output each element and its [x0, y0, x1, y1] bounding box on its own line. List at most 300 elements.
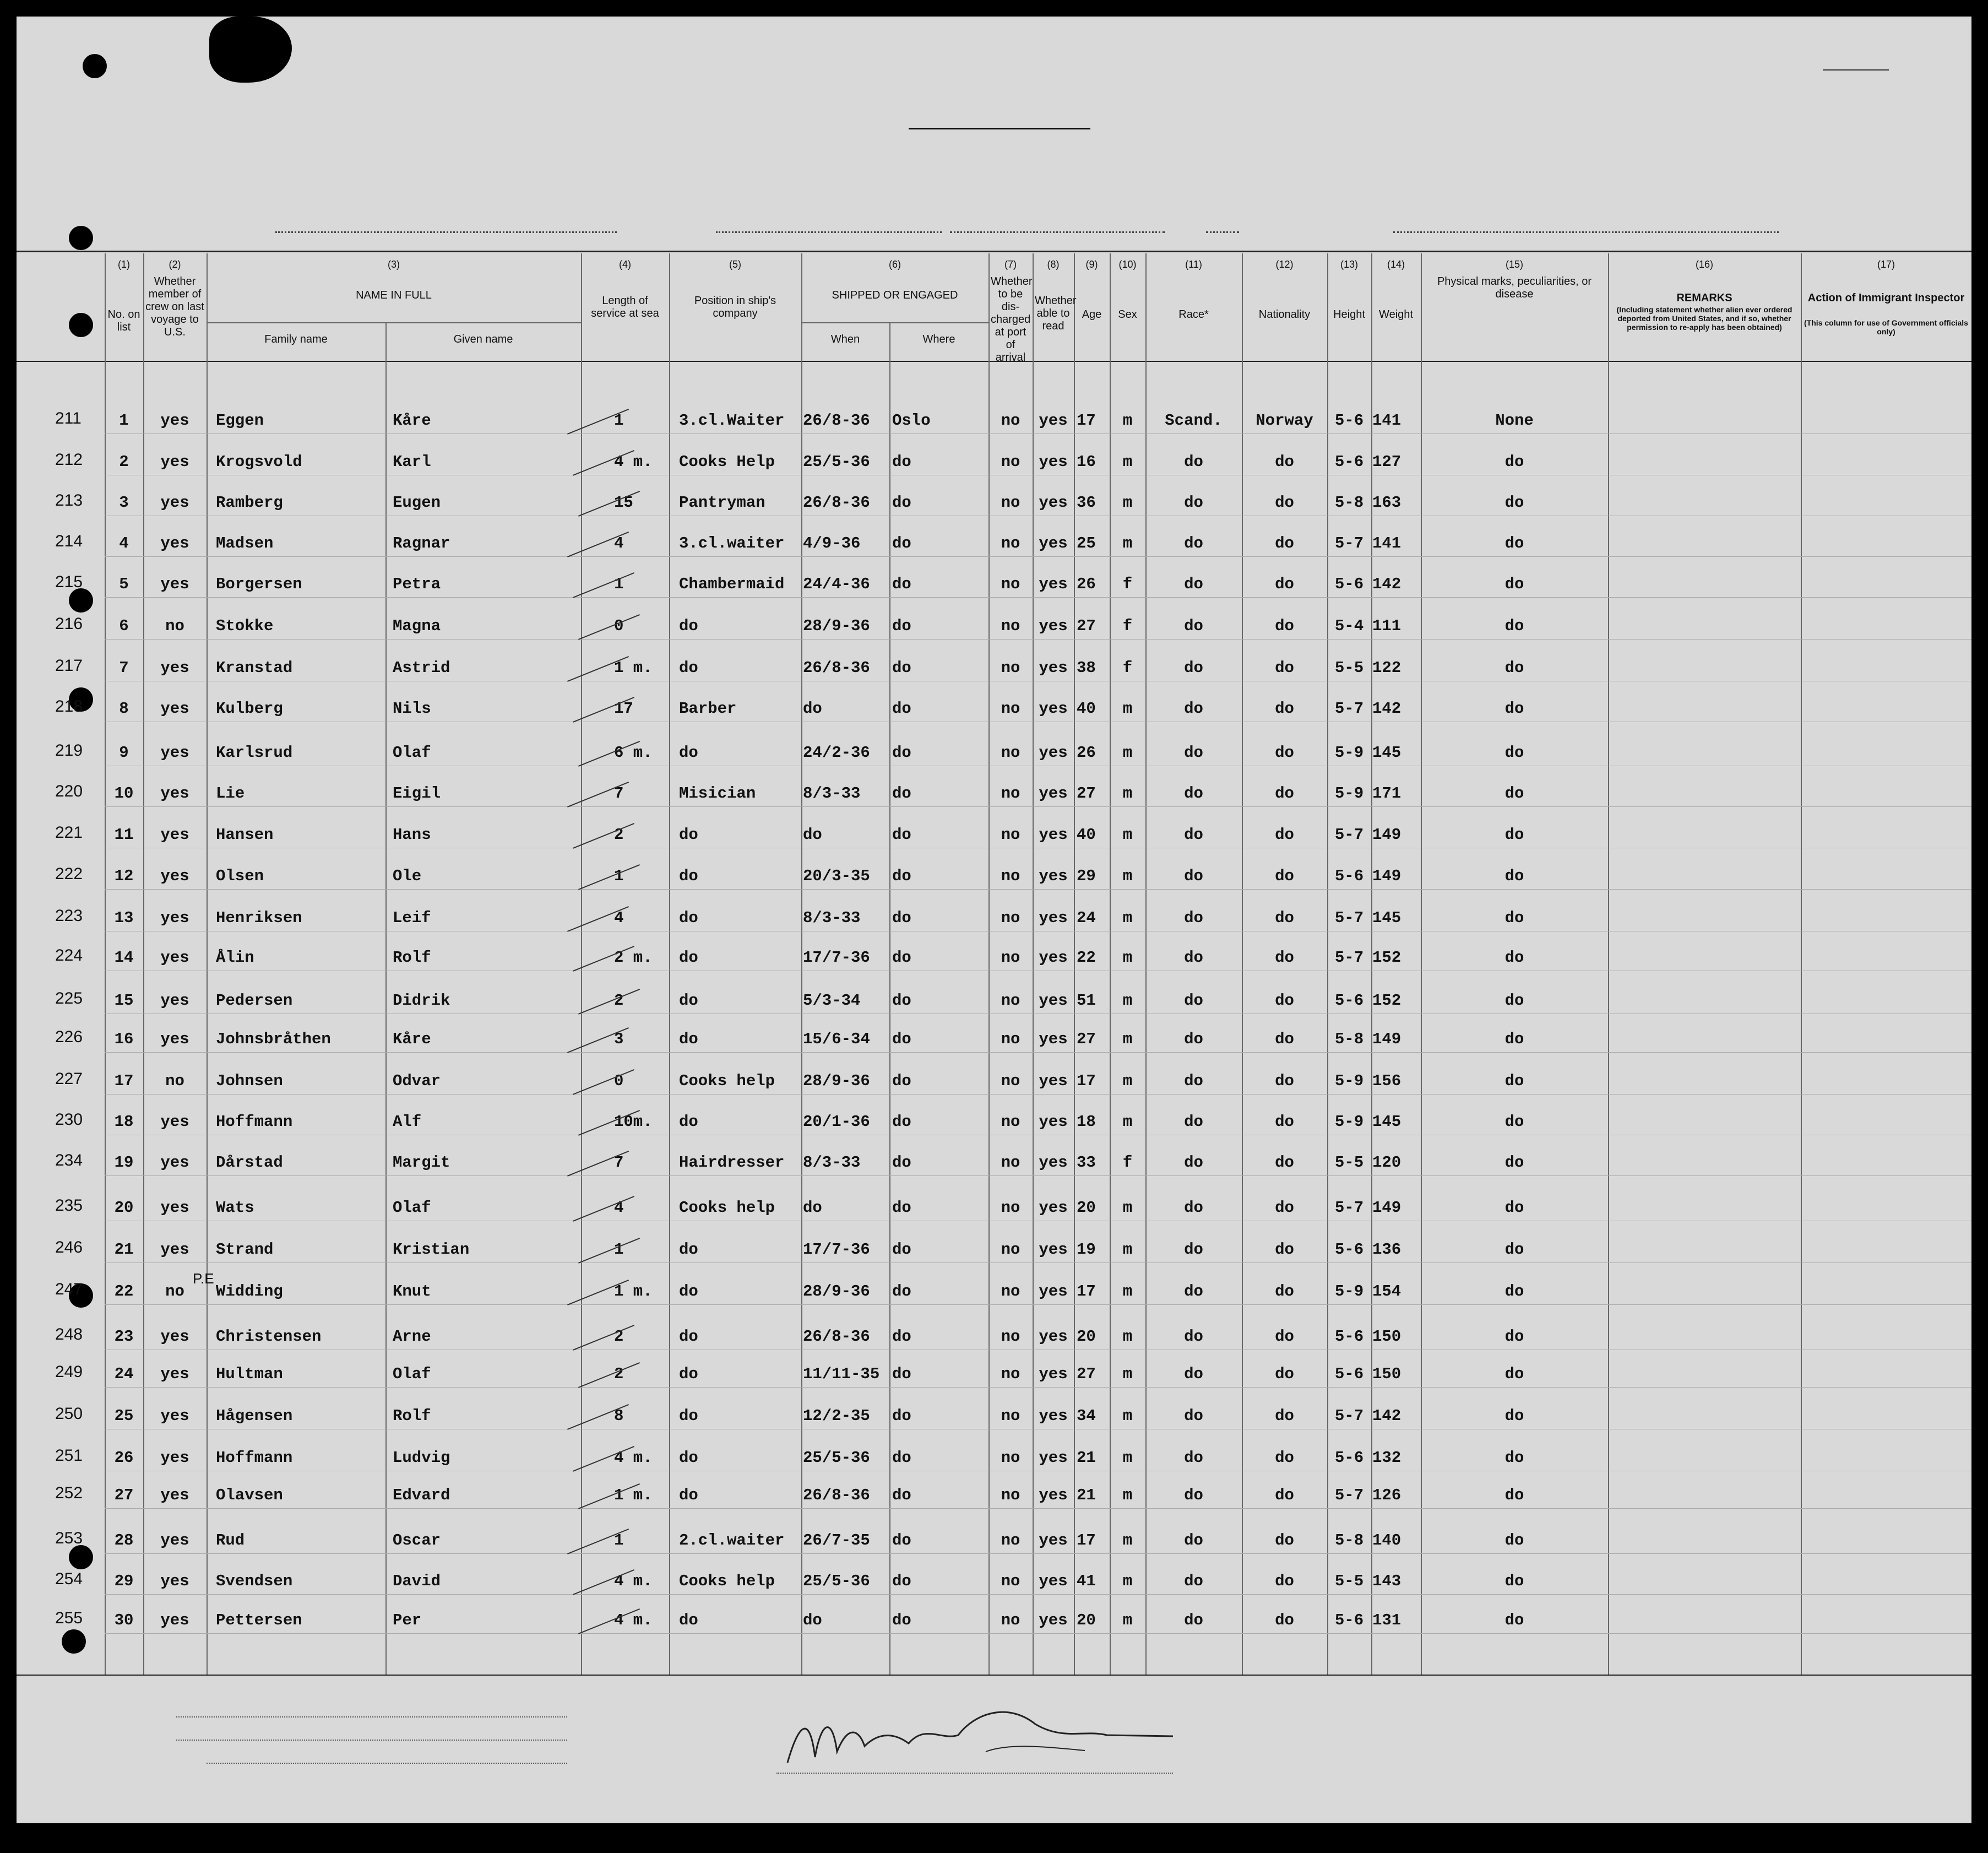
table-cell-where: Oslo — [892, 411, 931, 430]
table-cell-given: Hans — [393, 826, 431, 844]
table-cell-when: do — [803, 1611, 822, 1629]
table-cell-service: 4 m. — [614, 453, 653, 471]
table-cell-marks: do — [1504, 575, 1524, 593]
table-cell-sex: m — [1122, 1449, 1133, 1467]
table-cell-when: 25/5-36 — [803, 1449, 870, 1467]
table-cell-prev: yes — [160, 1030, 189, 1048]
table-cell-family: Madsen — [216, 534, 274, 552]
table-cell-position: do — [679, 1486, 698, 1504]
table-cell-given: Per — [393, 1611, 422, 1629]
table-cell-read: yes — [1039, 991, 1068, 1010]
table-cell-height: 5-9 — [1334, 744, 1364, 762]
table-cell-service: 7 — [614, 784, 624, 803]
table-cell-height: 5-7 — [1334, 1486, 1364, 1504]
table-cell-sex: m — [1122, 1531, 1133, 1549]
column-number: (2) — [169, 259, 181, 270]
table-cell-sex: m — [1122, 494, 1133, 512]
title-underline — [909, 128, 1090, 129]
table-cell-read: yes — [1039, 1030, 1068, 1048]
table-cell-marks: None — [1495, 411, 1534, 430]
column-subheading: (This column for use of Government officials only) — [1804, 318, 1968, 336]
table-cell-marks: do — [1504, 494, 1524, 512]
table-cell-nationality: do — [1275, 1531, 1294, 1549]
table-cell-nationality: do — [1275, 659, 1294, 677]
table-cell-weight: 140 — [1372, 1531, 1402, 1549]
table-cell-nationality: do — [1275, 700, 1294, 718]
table-cell-race: do — [1184, 991, 1203, 1010]
row-annotation: 226 — [55, 1028, 83, 1046]
table-cell-weight: 136 — [1372, 1240, 1402, 1259]
table-cell-height: 5-6 — [1334, 1449, 1364, 1467]
table-cell-prev: yes — [160, 949, 189, 967]
table-cell-where: do — [892, 1030, 911, 1048]
table-cell-age: 16 — [1077, 453, 1096, 471]
table-cell-no: 4 — [119, 534, 129, 552]
table-cell-read: yes — [1039, 744, 1068, 762]
table-cell-weight: 120 — [1372, 1153, 1402, 1172]
table-cell-height: 5-8 — [1334, 1030, 1364, 1048]
column-heading: REMARKS — [1676, 292, 1732, 304]
table-cell-given: Knut — [393, 1282, 431, 1301]
table-cell-race: do — [1184, 1153, 1203, 1172]
table-cell-marks: do — [1504, 1449, 1524, 1467]
table-cell-age: 27 — [1077, 1365, 1096, 1383]
table-cell-no: 24 — [114, 1365, 134, 1383]
table-cell-service: 0 — [614, 1072, 624, 1090]
table-cell-service: 4 m. — [614, 1611, 653, 1629]
table-cell-family: Hultman — [216, 1365, 283, 1383]
table-cell-age: 20 — [1077, 1199, 1096, 1217]
table-cell-position: do — [679, 949, 698, 967]
row-rule — [105, 556, 1971, 557]
row-annotation: 251 — [55, 1446, 83, 1465]
table-cell-height: 5-6 — [1334, 575, 1364, 593]
table-cell-height: 5-7 — [1334, 949, 1364, 967]
table-cell-when: do — [803, 1199, 822, 1217]
table-cell-nationality: do — [1275, 1030, 1294, 1048]
table-cell-family: Olavsen — [216, 1486, 283, 1504]
table-cell-given: Karl — [393, 453, 431, 471]
table-cell-when: 28/9-36 — [803, 617, 870, 635]
table-cell-service: 8 — [614, 1407, 624, 1425]
table-cell-family: Pettersen — [216, 1611, 302, 1629]
table-cell-marks: do — [1504, 1572, 1524, 1590]
table-cell-weight: 131 — [1372, 1611, 1402, 1629]
table-cell-discharge: no — [1001, 1199, 1020, 1217]
table-cell-when: 28/9-36 — [803, 1072, 870, 1090]
row-rule — [105, 1594, 1971, 1595]
table-cell-position: do — [679, 1449, 698, 1467]
column-rule — [889, 322, 890, 1675]
table-cell-weight: 150 — [1372, 1328, 1402, 1346]
table-cell-nationality: do — [1275, 1113, 1294, 1131]
table-cell-no: 7 — [119, 659, 129, 677]
table-cell-sex: m — [1122, 411, 1133, 430]
table-cell-height: 5-6 — [1334, 453, 1364, 471]
table-cell-position: 3.cl.waiter — [679, 534, 785, 552]
table-cell-position: do — [679, 1240, 698, 1259]
table-cell-weight: 126 — [1372, 1486, 1402, 1504]
table-cell-age: 18 — [1077, 1113, 1096, 1131]
table-cell-where: do — [892, 991, 911, 1010]
table-cell-position: Chambermaid — [679, 575, 785, 593]
table-cell-read: yes — [1039, 1531, 1068, 1549]
table-cell-age: 17 — [1077, 411, 1096, 430]
table-cell-nationality: do — [1275, 1407, 1294, 1425]
table-cell-sex: m — [1122, 1611, 1133, 1629]
table-cell-discharge: no — [1001, 744, 1020, 762]
table-cell-given: Edvard — [393, 1486, 450, 1504]
year-blank — [1206, 210, 1239, 233]
table-cell-no: 21 — [114, 1240, 134, 1259]
table-cell-when: 28/9-36 — [803, 1282, 870, 1301]
table-cell-age: 17 — [1077, 1282, 1096, 1301]
column-heading: Height — [1333, 308, 1365, 321]
table-cell-marks: do — [1504, 949, 1524, 967]
column-subheading: Family name — [264, 333, 328, 345]
table-cell-family: Pedersen — [216, 991, 293, 1010]
table-cell-height: 5-6 — [1334, 1365, 1364, 1383]
agents-field — [207, 1763, 567, 1764]
table-cell-no: 17 — [114, 1072, 134, 1090]
table-cell-race: do — [1184, 1407, 1203, 1425]
table-cell-height: 5-9 — [1334, 1113, 1364, 1131]
table-cell-weight: 122 — [1372, 659, 1402, 677]
table-cell-marks: do — [1504, 1113, 1524, 1131]
table-cell-family: Lie — [216, 784, 245, 803]
table-cell-height: 5-7 — [1334, 534, 1364, 552]
row-annotation: 235 — [55, 1196, 83, 1215]
table-cell-where: do — [892, 867, 911, 885]
table-cell-where: do — [892, 1240, 911, 1259]
table-cell-where: do — [892, 1072, 911, 1090]
table-cell-discharge: no — [1001, 1113, 1020, 1131]
table-cell-age: 34 — [1077, 1407, 1096, 1425]
table-cell-sex: m — [1122, 1113, 1133, 1131]
table-cell-family: Hoffmann — [216, 1113, 293, 1131]
table-cell-nationality: do — [1275, 1449, 1294, 1467]
table-cell-height: 5-6 — [1334, 1611, 1364, 1629]
column-heading: Physical marks, peculiarities, or disease — [1437, 275, 1592, 300]
table-cell-read: yes — [1039, 1486, 1068, 1504]
table-cell-read: yes — [1039, 575, 1068, 593]
table-cell-sex: m — [1122, 1030, 1133, 1048]
column-number: (9) — [1085, 259, 1098, 270]
table-cell-sex: m — [1122, 1199, 1133, 1217]
table-cell-no: 22 — [114, 1282, 134, 1301]
table-cell-weight: 141 — [1372, 411, 1402, 430]
table-cell-race: do — [1184, 909, 1203, 927]
table-cell-family: Kulberg — [216, 700, 283, 718]
table-cell-service: 1 — [614, 411, 624, 430]
column-number: (1) — [118, 259, 130, 270]
header-top-rule — [17, 251, 1971, 252]
table-cell-marks: do — [1504, 1407, 1524, 1425]
table-cell-sex: m — [1122, 1282, 1133, 1301]
table-cell-weight: 163 — [1372, 494, 1402, 512]
table-cell-when: 20/3-35 — [803, 867, 870, 885]
row-rule — [105, 1508, 1971, 1509]
table-cell-prev: yes — [160, 784, 189, 803]
table-cell-read: yes — [1039, 784, 1068, 803]
column-rule — [1608, 253, 1609, 1675]
table-cell-prev: yes — [160, 826, 189, 844]
table-cell-prev: yes — [160, 1365, 189, 1383]
table-cell-discharge: no — [1001, 700, 1020, 718]
column-heading: SHIPPED OR ENGAGED — [832, 289, 958, 301]
table-cell-read: yes — [1039, 659, 1068, 677]
owners-field — [176, 1740, 567, 1741]
table-cell-race: do — [1184, 867, 1203, 885]
row-annotation: 248 — [55, 1325, 83, 1343]
table-cell-marks: do — [1504, 1282, 1524, 1301]
table-cell-where: do — [892, 1572, 911, 1590]
table-cell-age: 27 — [1077, 1030, 1096, 1048]
column-rule — [1801, 253, 1802, 1675]
table-cell-age: 21 — [1077, 1449, 1096, 1467]
table-cell-marks: do — [1504, 534, 1524, 552]
table-cell-age: 40 — [1077, 826, 1096, 844]
table-cell-marks: do — [1504, 784, 1524, 803]
table-cell-nationality: do — [1275, 826, 1294, 844]
table-cell-discharge: no — [1001, 617, 1020, 635]
table-cell-sex: f — [1122, 575, 1133, 593]
table-cell-read: yes — [1039, 453, 1068, 471]
name-subheader-rule — [207, 322, 581, 323]
table-cell-when: 25/5-36 — [803, 1572, 870, 1590]
table-cell-position: Misician — [679, 784, 756, 803]
table-cell-prev: yes — [160, 1486, 189, 1504]
table-cell-weight: 171 — [1372, 784, 1402, 803]
table-cell-given: Kåre — [393, 411, 431, 430]
table-cell-read: yes — [1039, 700, 1068, 718]
table-cell-age: 17 — [1077, 1072, 1096, 1090]
table-cell-prev: no — [165, 617, 184, 635]
date-stamp — [950, 210, 1165, 233]
row-annotation: 219 — [55, 741, 83, 760]
table-cell-weight: 142 — [1372, 575, 1402, 593]
table-cell-nationality: do — [1275, 744, 1294, 762]
table-cell-where: do — [892, 1531, 911, 1549]
table-cell-service: 2 — [614, 991, 624, 1010]
table-cell-where: do — [892, 1365, 911, 1383]
row-rule — [105, 806, 1971, 807]
row-rule — [105, 1304, 1971, 1305]
punch-hole — [62, 1629, 86, 1654]
table-cell-position: do — [679, 1611, 698, 1629]
table-cell-given: Nils — [393, 700, 431, 718]
table-cell-height: 5-4 — [1334, 617, 1364, 635]
table-cell-sex: m — [1122, 991, 1133, 1010]
table-cell-where: do — [892, 534, 911, 552]
table-cell-family: Karlsrud — [216, 744, 293, 762]
table-cell-discharge: no — [1001, 494, 1020, 512]
table-cell-given: Odvar — [393, 1072, 441, 1090]
table-cell-when: 25/5-36 — [803, 453, 870, 471]
table-cell-race: do — [1184, 1199, 1203, 1217]
table-cell-sex: m — [1122, 909, 1133, 927]
sheet-number-value — [1823, 69, 1889, 71]
signature-line — [776, 1773, 1173, 1774]
table-cell-race: do — [1184, 826, 1203, 844]
table-cell-family: Borgersen — [216, 575, 302, 593]
table-cell-service: 7 — [614, 1153, 624, 1172]
table-cell-marks: do — [1504, 1030, 1524, 1048]
table-cell-discharge: no — [1001, 1449, 1020, 1467]
column-heading: Race* — [1178, 308, 1209, 321]
table-cell-family: Ålin — [216, 949, 254, 967]
table-cell-height: 5-8 — [1334, 494, 1364, 512]
table-cell-family: Eggen — [216, 411, 264, 430]
table-cell-service: 1 — [614, 867, 624, 885]
column-number: (3) — [388, 259, 400, 270]
table-cell-given: Magna — [393, 617, 441, 635]
table-cell-race: Scand. — [1165, 411, 1223, 430]
table-cell-height: 5-9 — [1334, 1072, 1364, 1090]
table-cell-family: Christensen — [216, 1328, 322, 1346]
table-cell-where: do — [892, 784, 911, 803]
table-cell-weight: 141 — [1372, 534, 1402, 552]
table-cell-prev: yes — [160, 1572, 189, 1590]
table-cell-height: 5-6 — [1334, 867, 1364, 885]
table-cell-given: David — [393, 1572, 441, 1590]
table-cell-when: 24/2-36 — [803, 744, 870, 762]
table-cell-read: yes — [1039, 1407, 1068, 1425]
table-cell-sex: m — [1122, 1328, 1133, 1346]
table-cell-family: Henriksen — [216, 909, 302, 927]
table-cell-prev: yes — [160, 700, 189, 718]
table-cell-where: do — [892, 1407, 911, 1425]
table-cell-given: Petra — [393, 575, 441, 593]
table-cell-sex: f — [1122, 1153, 1133, 1172]
from-port — [1393, 210, 1779, 233]
table-cell-weight: 149 — [1372, 867, 1402, 885]
table-cell-nationality: do — [1275, 1486, 1294, 1504]
table-cell-height: 5-7 — [1334, 700, 1364, 718]
row-annotation: 214 — [55, 532, 83, 550]
table-cell-read: yes — [1039, 1113, 1068, 1131]
row-annotation: 212 — [55, 451, 83, 469]
table-cell-race: do — [1184, 1282, 1203, 1301]
table-cell-race: do — [1184, 744, 1203, 762]
table-cell-read: yes — [1039, 826, 1068, 844]
table-cell-prev: yes — [160, 575, 189, 593]
table-cell-where: do — [892, 1486, 911, 1504]
table-cell-position: Cooks help — [679, 1199, 775, 1217]
table-cell-age: 26 — [1077, 744, 1096, 762]
table-cell-no: 14 — [114, 949, 134, 967]
column-subheading: Given name — [453, 333, 513, 345]
row-annotation: 218 — [55, 697, 83, 716]
column-heading: Whether to be dis-charged at port of arrival — [991, 275, 1033, 364]
table-cell-weight: 152 — [1372, 991, 1402, 1010]
table-cell-position: Cooks Help — [679, 453, 775, 471]
table-cell-weight: 156 — [1372, 1072, 1402, 1090]
table-cell-read: yes — [1039, 1153, 1068, 1172]
table-cell-discharge: no — [1001, 1531, 1020, 1549]
table-cell-family: Johnsen — [216, 1072, 283, 1090]
table-cell-given: Kristian — [393, 1240, 470, 1259]
table-cell-family: Krogsvold — [216, 453, 302, 471]
table-cell-race: do — [1184, 1449, 1203, 1467]
table-cell-when: do — [803, 700, 822, 718]
table-cell-given: Ludvig — [393, 1449, 450, 1467]
table-cell-when: 17/7-36 — [803, 949, 870, 967]
table-cell-no: 2 — [119, 453, 129, 471]
table-cell-discharge: no — [1001, 826, 1020, 844]
table-cell-age: 38 — [1077, 659, 1096, 677]
table-cell-service: 2 m. — [614, 949, 653, 967]
table-cell-read: yes — [1039, 1072, 1068, 1090]
row-annotation: 234 — [55, 1151, 83, 1169]
table-cell-prev: yes — [160, 1611, 189, 1629]
table-cell-race: do — [1184, 534, 1203, 552]
table-cell-service: 4 — [614, 1199, 624, 1217]
table-cell-race: do — [1184, 453, 1203, 471]
table-cell-read: yes — [1039, 909, 1068, 927]
table-cell-given: Arne — [393, 1328, 431, 1346]
table-cell-where: do — [892, 1611, 911, 1629]
column-rule — [385, 322, 387, 1675]
column-heading: Nationality — [1258, 308, 1311, 321]
row-annotation: 223 — [55, 907, 83, 925]
row-annotation: 224 — [55, 946, 83, 965]
table-cell-marks: do — [1504, 826, 1524, 844]
punch-hole — [69, 313, 93, 337]
table-cell-race: do — [1184, 494, 1203, 512]
table-cell-family: Hansen — [216, 826, 274, 844]
table-cell-given: Astrid — [393, 659, 450, 677]
table-cell-race: do — [1184, 949, 1203, 967]
row-note: P.E — [193, 1270, 214, 1287]
row-annotation: 254 — [55, 1570, 83, 1588]
punch-hole — [69, 588, 93, 613]
row-annotation: 227 — [55, 1070, 83, 1088]
table-cell-race: do — [1184, 1486, 1203, 1504]
table-cell-discharge: no — [1001, 1572, 1020, 1590]
table-cell-age: 22 — [1077, 949, 1096, 967]
table-cell-discharge: no — [1001, 909, 1020, 927]
table-cell-discharge: no — [1001, 991, 1020, 1010]
table-cell-no: 12 — [114, 867, 134, 885]
table-cell-marks: do — [1504, 1611, 1524, 1629]
table-cell-given: Olaf — [393, 1365, 431, 1383]
table-cell-no: 30 — [114, 1611, 134, 1629]
row-annotation: 247 — [55, 1280, 83, 1298]
table-cell-sex: m — [1122, 784, 1133, 803]
table-cell-position: do — [679, 1365, 698, 1383]
table-cell-marks: do — [1504, 1486, 1524, 1504]
row-annotation: 222 — [55, 865, 83, 883]
table-cell-age: 51 — [1077, 991, 1096, 1010]
table-cell-service: 3 — [614, 1030, 624, 1048]
table-cell-when: 8/3-33 — [803, 1153, 861, 1172]
table-cell-where: do — [892, 1153, 911, 1172]
table-cell-age: 40 — [1077, 700, 1096, 718]
table-cell-when: 26/8-36 — [803, 494, 870, 512]
table-cell-age: 20 — [1077, 1611, 1096, 1629]
table-cell-position: do — [679, 617, 698, 635]
table-cell-where: do — [892, 1449, 911, 1467]
table-cell-family: Svendsen — [216, 1572, 293, 1590]
row-rule — [105, 1094, 1971, 1095]
table-cell-marks: do — [1504, 453, 1524, 471]
table-cell-height: 5-6 — [1334, 411, 1364, 430]
table-cell-nationality: do — [1275, 1365, 1294, 1383]
table-cell-marks: do — [1504, 1365, 1524, 1383]
column-rule — [1074, 253, 1075, 1675]
table-cell-service: 2 — [614, 1365, 624, 1383]
